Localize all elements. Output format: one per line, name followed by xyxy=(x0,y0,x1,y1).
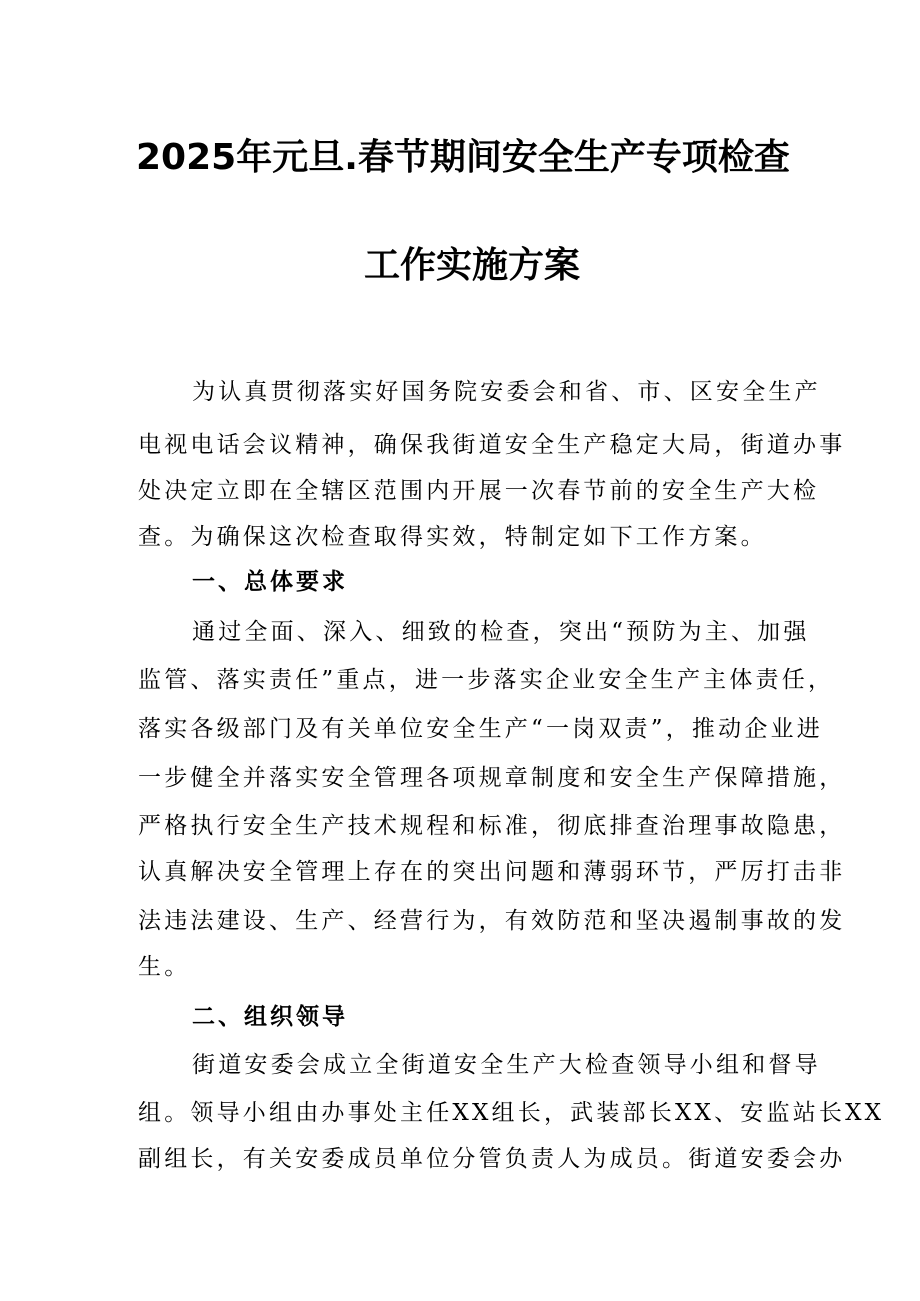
section-heading-2: 二、组织领导 xyxy=(192,1004,348,1030)
section-2-line: 街道安委会成立全街道安全生产大检查领导小组和督导 xyxy=(192,1052,821,1078)
document-title-line-2: 工作实施方案 xyxy=(364,245,581,286)
section-1-line: 认真解决安全管理上存在的突出问题和薄弱环节，严厉打击非 xyxy=(138,859,846,885)
section-2-line: 组。领导小组由办事处主任XX组长，武装部长XX、安监站长XX xyxy=(138,1100,885,1126)
section-heading-1: 一、总体要求 xyxy=(192,569,348,595)
intro-line: 处决定立即在全辖区范围内开展一次春节前的安全生产大检 xyxy=(138,478,820,504)
section-1-line: 生。 xyxy=(138,954,191,980)
intro-line: 查。为确保这次检查取得实效，特制定如下工作方案。 xyxy=(138,524,767,550)
document-title-line-1: 2025年元旦.春节期间安全生产专项检查 xyxy=(136,137,790,178)
section-1-line: 严格执行安全生产技术规程和标准，彻底排查治理事故隐患， xyxy=(138,813,846,839)
section-1-line: 监管、落实责任”重点，进一步落实企业安全生产主体责任， xyxy=(138,667,835,693)
section-1-line: 通过全面、深入、细致的检查，突出“预防为主、加强 xyxy=(192,619,810,645)
section-1-line: 一步健全并落实安全管理各项规章制度和安全生产保障措施， xyxy=(138,765,846,791)
section-1-line: 法违法建设、生产、经营行为，有效防范和坚决遏制事故的发 xyxy=(138,908,846,934)
section-1-line: 落实各级部门及有关单位安全生产“一岗双责”，推动企业进 xyxy=(138,716,823,742)
intro-line: 为认真贯彻落实好国务院安委会和省、市、区安全生产 xyxy=(192,379,821,405)
intro-line: 电视电话会议精神，确保我街道安全生产稳定大局，街道办事 xyxy=(138,432,846,458)
section-2-line: 副组长，有关安委成员单位分管负责人为成员。街道安委会办 xyxy=(138,1146,846,1172)
